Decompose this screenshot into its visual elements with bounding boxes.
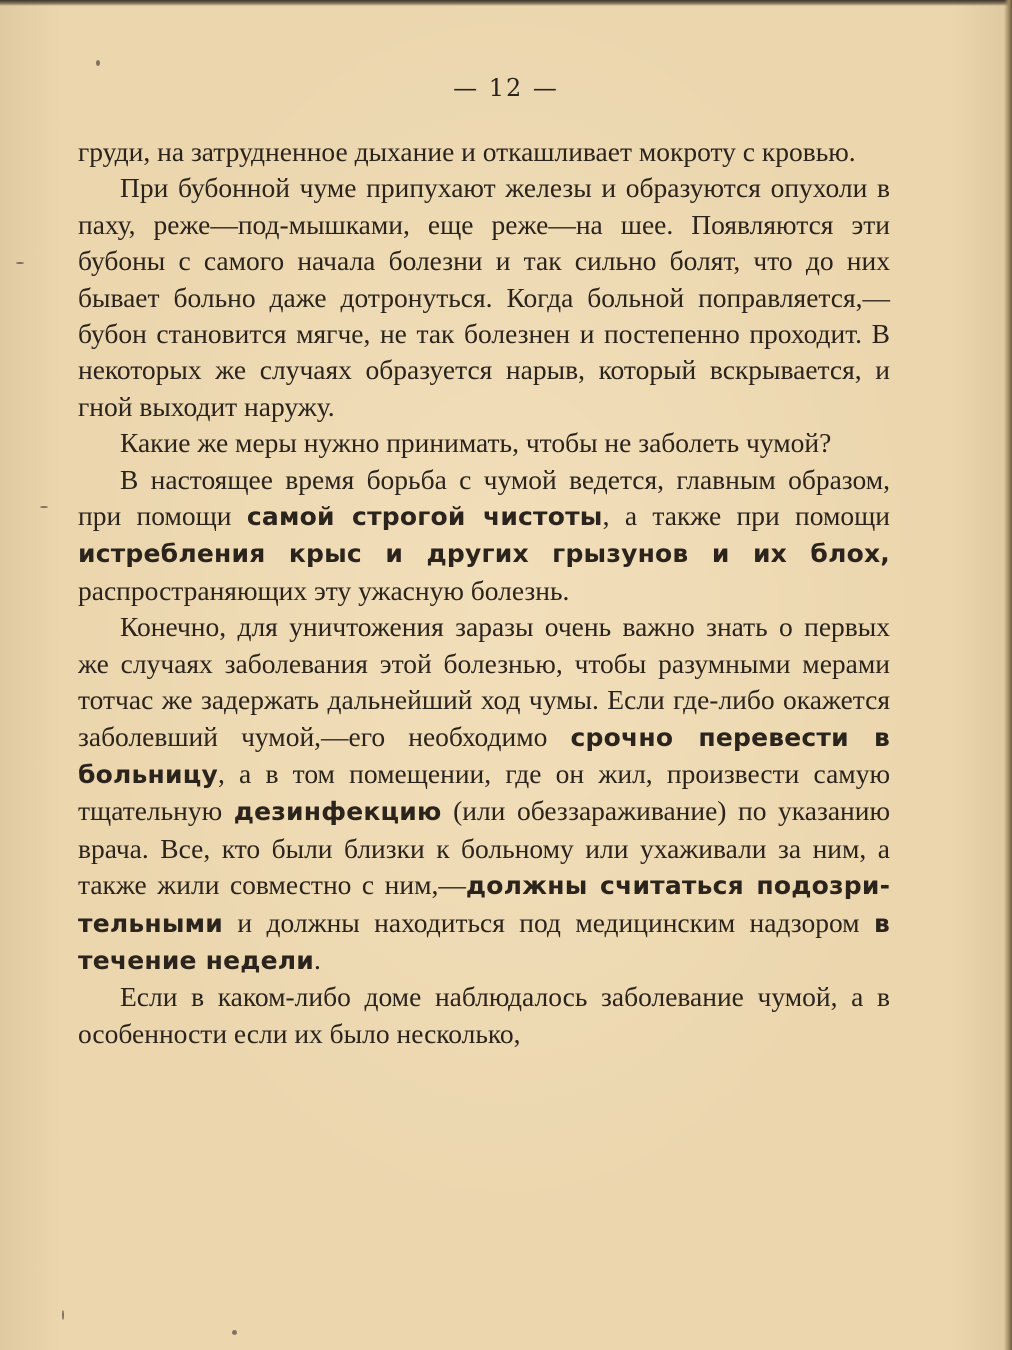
- page-top-edge: [0, 0, 1012, 6]
- bold-text: срочно перевести в больницу: [78, 722, 891, 789]
- bold-text: должны считаться подозрительными: [78, 871, 890, 938]
- bold-text: в течение недели: [78, 908, 890, 975]
- bold-text: самой строгой чистоты: [246, 502, 603, 532]
- paragraph: [78, 170, 890, 425]
- page-right-edge: [1004, 0, 1012, 1350]
- text-run: Конечно, для уничтожения заразы очень важно знать о первых же случаях заболевания этой болезнью, чтобы разумными мерами тотчас же задержать дальнейший ход чумы. Если где-либо окажется заболевший чумой,—его необходимо: [78, 611, 890, 752]
- paragraph: [78, 462, 890, 610]
- page-number: — 12 —: [453, 74, 559, 102]
- text-run: распространяющих эту ужасную болезнь.: [78, 574, 570, 606]
- paragraph: [78, 425, 890, 461]
- text-run: В настоящее время борьба с чумой ведется, главным образом, при помощи: [78, 463, 890, 532]
- paragraph: [78, 134, 890, 170]
- paper-speck: [40, 506, 48, 508]
- text-run: и должны находиться под медицинским надзором: [223, 906, 874, 938]
- text-run: груди, на затрудненное дыхание и откашливает мокроту с кровью.: [78, 136, 856, 167]
- text-run: , а в том помещении, где он жил, произвести самую тщательную: [78, 757, 890, 827]
- text-run: Если в каком-либо доме наблюдалось заболевание чумой, а в особенности если их было несколько,: [78, 981, 890, 1049]
- paragraph: [78, 979, 890, 1052]
- text-run: (или обеззараживание) по указанию врача. Все, кто были близки к больному или ухаживали за ним, а также жили совместно с ним,—: [78, 795, 891, 901]
- text-run: .: [314, 943, 321, 975]
- body-text: [78, 134, 890, 1052]
- paper-speck: [96, 60, 100, 66]
- text-run: При бубонной чуме припухают железы и образуются опухоли в паху, реже—под-мышками, еще реже—на шее. Появляются эти бубоны с самого начала болезни и так сильно болят, что до них бывает больно даже дотронуться. Когда больной поправляется,—бубон становится мягче, не так болезнен и постепенно проходит. В некоторых же случаях образуется нарыв, который вскрывается, и гной выходит наружу.: [78, 172, 890, 422]
- paper-speck: [16, 262, 24, 264]
- paper-speck: [232, 1330, 237, 1335]
- paper-speck: [62, 1310, 64, 1320]
- text-run: , а также при помощи: [602, 500, 891, 532]
- paragraph: [78, 609, 890, 979]
- bold-text: истребления крыс и других грызунов и их блох,: [78, 539, 890, 569]
- text-run: Какие же меры нужно принимать, чтобы не заболеть чумой?: [120, 427, 832, 459]
- bold-text: дезинфекцию: [233, 797, 442, 827]
